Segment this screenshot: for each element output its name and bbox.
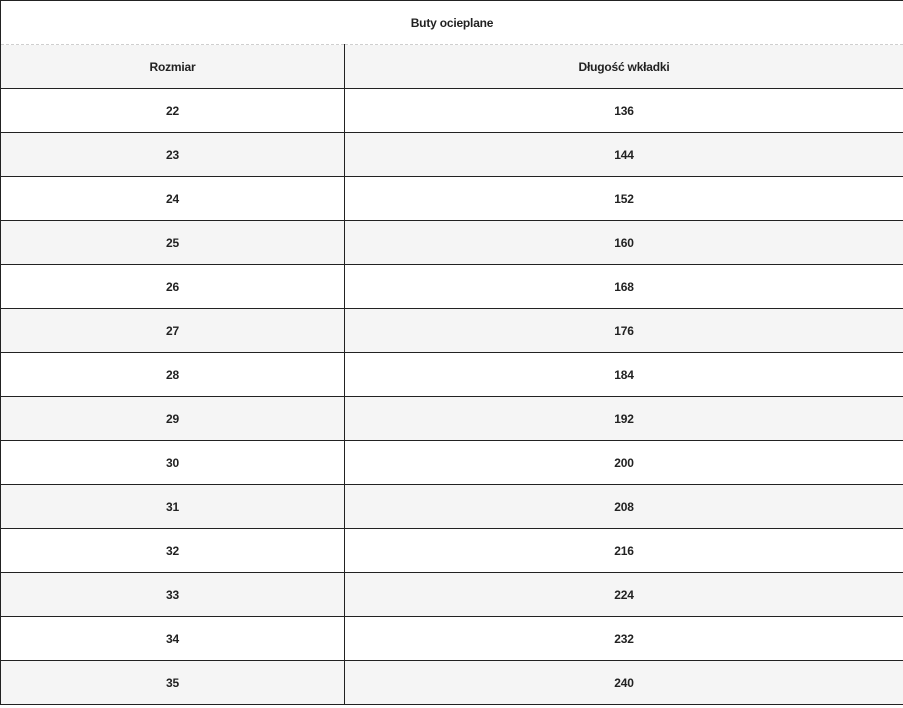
table-row (1, 573, 903, 617)
cell-size: 33 (1, 573, 345, 617)
cell-insole-length: 160 (345, 221, 903, 265)
table-title-row (1, 1, 903, 45)
table-row (1, 265, 903, 309)
cell-insole-length: 232 (345, 617, 903, 661)
table-row (1, 529, 903, 573)
table-row (1, 353, 903, 397)
cell-insole-length: 152 (345, 177, 903, 221)
table-title: Buty ocieplane (1, 1, 903, 45)
cell-size: 34 (1, 617, 345, 661)
cell-size: 30 (1, 441, 345, 485)
cell-size: 28 (1, 353, 345, 397)
cell-size: 27 (1, 309, 345, 353)
cell-insole-length: 200 (345, 441, 903, 485)
table-row (1, 133, 903, 177)
table-row (1, 485, 903, 529)
cell-insole-length: 184 (345, 353, 903, 397)
cell-size: 23 (1, 133, 345, 177)
cell-insole-length: 144 (345, 133, 903, 177)
cell-size: 26 (1, 265, 345, 309)
table-row (1, 89, 903, 133)
cell-size: 35 (1, 661, 345, 705)
cell-insole-length: 168 (345, 265, 903, 309)
cell-size: 31 (1, 485, 345, 529)
table-row (1, 221, 903, 265)
table-header-row (1, 45, 903, 89)
cell-insole-length: 192 (345, 397, 903, 441)
cell-insole-length: 208 (345, 485, 903, 529)
cell-insole-length: 216 (345, 529, 903, 573)
table-body (1, 89, 903, 705)
cell-insole-length: 176 (345, 309, 903, 353)
table-row (1, 441, 903, 485)
cell-size: 24 (1, 177, 345, 221)
table-row (1, 177, 903, 221)
table-row (1, 397, 903, 441)
cell-size: 25 (1, 221, 345, 265)
cell-size: 29 (1, 397, 345, 441)
cell-insole-length: 136 (345, 89, 903, 133)
column-header-size: Rozmiar (1, 45, 345, 89)
table-row (1, 661, 903, 705)
cell-insole-length: 224 (345, 573, 903, 617)
cell-size: 32 (1, 529, 345, 573)
cell-insole-length: 240 (345, 661, 903, 705)
table-row (1, 309, 903, 353)
table-row (1, 617, 903, 661)
column-header-insole-length: Długość wkładki (345, 45, 903, 89)
cell-size: 22 (1, 89, 345, 133)
